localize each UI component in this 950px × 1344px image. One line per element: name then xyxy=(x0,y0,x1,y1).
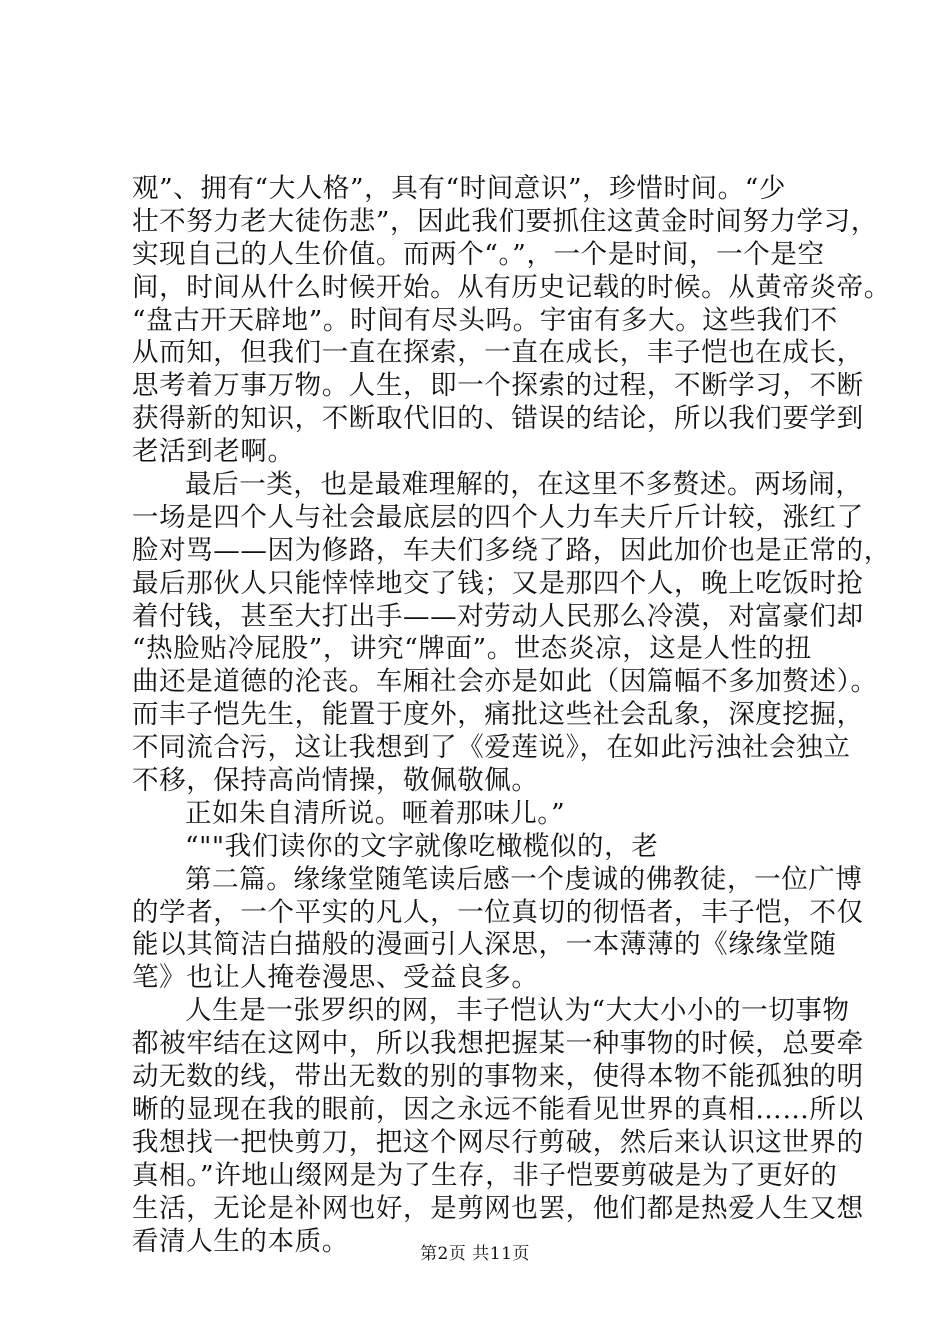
text-line: 看清人生的本质。 xyxy=(132,1225,349,1257)
paragraph-start-line: 人生是一张罗织的网，丰子恺认为“大大小小的一切事物 xyxy=(185,995,850,1027)
text-line: 不移，保持高尚情操，敬佩敬佩。 xyxy=(132,765,539,797)
text-line: 生活，无论是补网也好，是剪网也罢，他们都是热爱人生又想 xyxy=(132,1192,864,1224)
text-line: 间，时间从什么时候开始。从有历史记载的时候。从黄帝炎帝。 xyxy=(132,271,891,303)
paragraph-start-line: 最后一类，也是最难理解的，在这里不多赘述。两场闹， xyxy=(185,469,863,501)
text-line: 真相。”许地山缀网是为了生存，非子恺要剪破是为了更好的 xyxy=(132,1159,838,1191)
text-line: 壮不努力老大徒伤悲”，因此我们要抓住这黄金时间努力学习， xyxy=(132,205,878,237)
text-line: 曲还是道德的沦丧。车厢社会亦是如此（因篇幅不多加赘述）。 xyxy=(132,666,878,698)
text-line: 的学者，一个平实的凡人，一位真切的彻悟者，丰子恺，不仅 xyxy=(132,896,864,928)
text-line: 实现自己的人生价值。而两个“。”，一个是时间，一个是空 xyxy=(132,238,825,270)
text-line: 动无数的线，带出无数的别的事物来，使得本物不能孤独的明 xyxy=(132,1061,864,1093)
text-line: 不同流合污，这让我想到了《爱莲说》，在如此污浊社会独立 xyxy=(132,732,851,764)
text-line: “盘古开天辟地”。时间有尽头吗。宇宙有多大。这些我们不 xyxy=(132,304,838,336)
text-line: “热脸贴冷屁股”，讲究“牌面”。世态炎凉，这是人性的扭 xyxy=(132,633,812,665)
text-line: 一场是四个人与社会最底层的四个人力车夫斤斤计较，涨红了 xyxy=(132,501,864,533)
text-line: 晰的显现在我的眼前，因之永远不能看见世界的真相……所以 xyxy=(132,1093,864,1125)
text-line: 思考着万事万物。人生，即一个探索的过程，不断学习，不断 xyxy=(132,370,864,402)
text-line: 都被牢结在这网中，所以我想把握某一种事物的时候，总要牵 xyxy=(132,1028,864,1060)
text-line: 脸对骂——因为修路，车夫们多绕了路，因此加价也是正常的， xyxy=(132,534,891,566)
text-line: 从而知，但我们一直在探索，一直在成长，丰子恺也在成长， xyxy=(132,337,864,369)
text-line: 着付钱，甚至大打出手——对劳动人民那么冷漠，对富豪们却 xyxy=(132,600,864,632)
body-text xyxy=(132,173,891,1258)
text-line: 最后那伙人只能悻悻地交了钱；又是那四个人，晚上吃饭时抢 xyxy=(132,567,864,599)
paragraph-start-line: 第二篇。缘缘堂随笔读后感一个虔诚的佛教徒，一位广博 xyxy=(185,863,863,895)
paragraph-start-line: 正如朱自清所说。咂着那味儿。” xyxy=(185,797,566,829)
text-line: 老活到老啊。 xyxy=(132,436,295,468)
text-line: 能以其简洁白描般的漫画引人深思，一本薄薄的《缘缘堂随 xyxy=(132,929,837,961)
paragraph-start-line: “""我们读你的文字就像吃橄榄似的，老 xyxy=(185,830,659,862)
page-number-footer: 第2页 共11页 xyxy=(420,1244,530,1264)
text-line: 笔》也让人掩卷漫思、受益良多。 xyxy=(132,962,539,994)
text-line: 获得新的知识，不断取代旧的、错误的结论，所以我们要学到 xyxy=(132,403,864,435)
text-line: 观”、拥有“大人格”，具有“时间意识”，珍惜时间。“少 xyxy=(132,173,786,204)
text-line: 而丰子恺先生，能置于度外，痛批这些社会乱象，深度挖掘， xyxy=(132,699,864,731)
text-line: 我想找一把快剪刀，把这个网尽行剪破，然后来认识这世界的 xyxy=(132,1126,864,1158)
